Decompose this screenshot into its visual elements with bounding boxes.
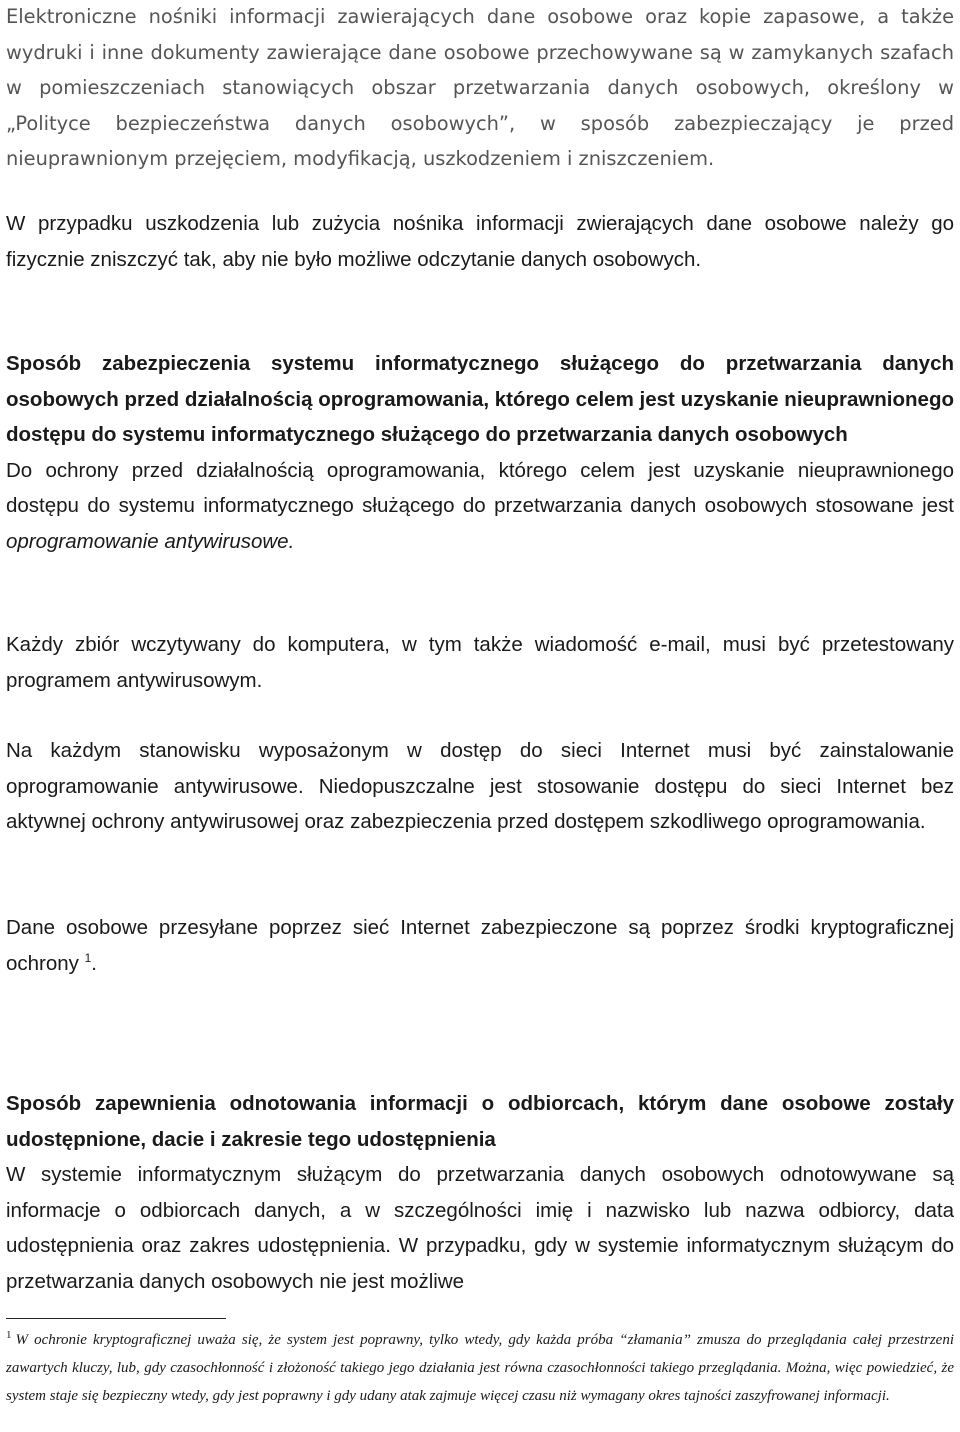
footnote-mark: 1 <box>6 1329 12 1341</box>
paragraph-storage-media: Elektroniczne nośniki informacji zawierających dane osobowe oraz kopie zapasowe, a także wydruki i inne dokumenty zawierające dane osobowe przechowywane są w zamykanych szafach w pomieszczeniach stanowiących obszar przetwarzania danych osobowych, określony w „Polityce bezpieczeństwa danych osobowych”, w sposób zabezpieczający je przed nieuprawnionym przejęciem, modyfikacją, uszkodzeniem i zniszczeniem. <box>6 5 954 171</box>
paragraph-crypto-protection-text: Dane osobowe przesyłane poprzez sieć Internet zabezpieczone są poprzez środki kryptograficznej ochrony <box>6 916 954 975</box>
footnote <box>6 1326 954 1410</box>
section-recipient-logging <box>6 1086 954 1300</box>
footnote-reference: 1 <box>84 950 92 965</box>
section-heading-malware: Sposób zabezpieczenia systemu informatycznego służącego do przetwarzania danych osobowych przed działalnością oprogramowania, którego celem jest uzyskanie nieuprawnionego dostępu do systemu informatycznego służącego do przetwarzania danych osobowych <box>6 352 954 447</box>
footnote-separator <box>6 1318 226 1319</box>
section-malware-protection <box>6 346 954 560</box>
paragraph-crypto-protection-end: . <box>91 951 97 975</box>
footnote-text: W ochronie kryptograficznej uważa się, że system jest poprawny, tylko wtedy, gdy każda próba “złamania” zmusza do przeglądania całej przestrzeni zawartych kluczy, lub, gdy czasochłonność i złożoność takiego jego działania jest równa czasochłonności takiego przeglądania. Można, więc powiedzieć, że system staje się bezpieczny wtedy, gdy jest poprawny i gdy udany atak zajmuje więcej czasu niż wymagany okres tajności zaszyfrowanej informacji. <box>6 1332 954 1404</box>
paragraph-file-scanning: Każdy zbiór wczytywany do komputera, w tym także wiadomość e-mail, musi być przetestowany programem antywirusowym. <box>6 633 954 692</box>
paragraph-media-destruction: W przypadku uszkodzenia lub zużycia nośnika informacji zwierających dane osobowe należy go fizycznie zniszczyć tak, aby nie było możliwe odczytanie danych osobowych. <box>6 212 954 271</box>
antivirus-emphasis: oprogramowanie antywirusowe. <box>6 529 295 553</box>
paragraph-antivirus-use <box>6 453 954 560</box>
paragraph-recipient-records: W systemie informatycznym służącym do przetwarzania danych osobowych odnotowywane są informacje o odbiorcach danych, a w szczególności imię i nazwisko lub nazwa odbiorcy, data udostępnienia oraz zakres udostępnienia. W przypadku, gdy w systemie informatycznym służącym do przetwarzania danych osobowych nie jest możliwe <box>6 1163 954 1293</box>
paragraph-antivirus-use-text: Do ochrony przed działalnością oprogramowania, którego celem jest uzyskanie nieuprawnionego dostępu do systemu informatycznego służącego do przetwarzania danych osobowych stosowane jest <box>6 458 954 518</box>
section-heading-recipients: Sposób zapewnienia odnotowania informacji o odbiorcach, którym dane osobowe zostały udostępnione, dacie i zakresie tego udostępnienia <box>6 1092 954 1151</box>
paragraph-internet-antivirus: Na każdym stanowisku wyposażonym w dostęp do sieci Internet musi być zainstalowanie oprogramowanie antywirusowe. Niedopuszczalne jest stosowanie dostępu do sieci Internet bez aktywnej ochrony antywirusowej oraz zabezpieczenia przed dostępem szkodliwego oprogramowania. <box>6 739 954 834</box>
paragraph-crypto-protection <box>6 910 954 981</box>
